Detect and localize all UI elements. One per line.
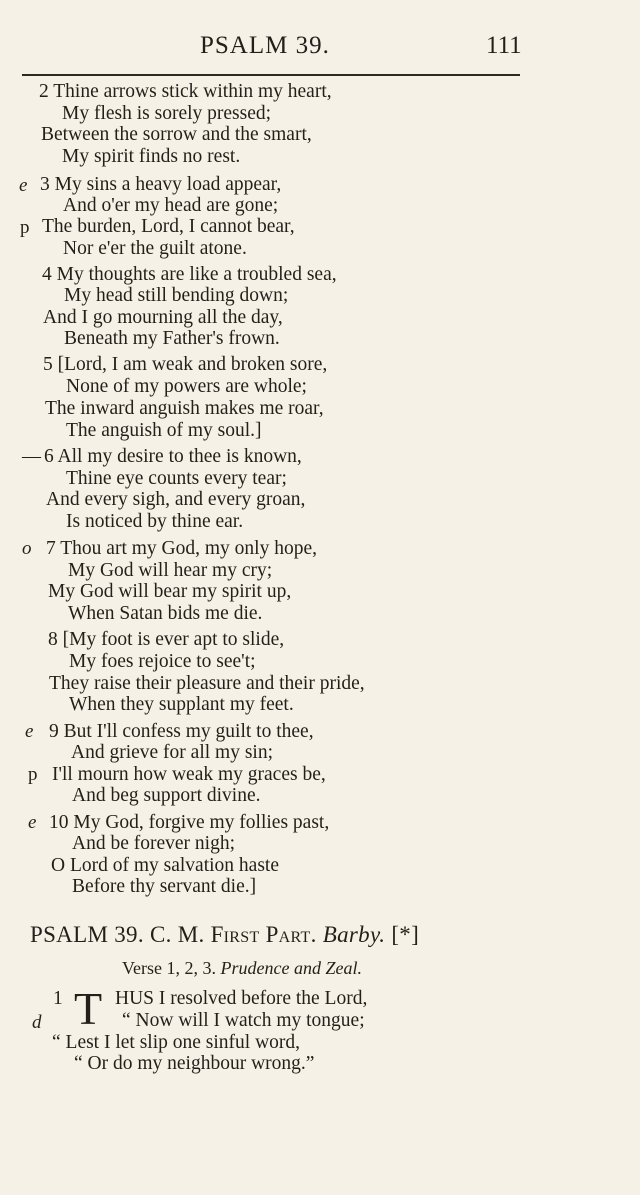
verse-line: My spirit finds no rest. — [62, 146, 241, 167]
verse-line: And I go mourning all the day, — [43, 307, 283, 328]
verse-line: Nor e'er the guilt atone. — [63, 238, 247, 259]
verse-line: Between the sorrow and the smart, — [41, 124, 312, 145]
drop-cap: T — [74, 983, 103, 1034]
heading-bracket: [*] — [391, 922, 420, 947]
verse-line: The anguish of my soul.] — [66, 420, 262, 441]
verse-line: My God will bear my spirit up, — [48, 581, 292, 602]
heading-meter: C. M. — [149, 922, 205, 947]
verse-line: My God will hear my cry; — [68, 560, 273, 581]
verse-line: And be forever nigh; — [72, 833, 235, 854]
verse-line: 9 But I'll confess my guilt to thee, — [49, 721, 314, 742]
verse-line: Before thy servant die.] — [72, 876, 257, 897]
verse-line: O Lord of my salvation haste — [51, 855, 279, 876]
verse-line: HUS I resolved before the Lord, — [115, 988, 368, 1009]
dynamic-mark: p — [20, 217, 30, 238]
subheading-verses: Verse 1, 2, 3. — [122, 958, 216, 978]
verse-line: Is noticed by thine ear. — [66, 511, 244, 532]
verse-line: They raise their pleasure and their pride, — [49, 673, 365, 694]
verse-line: My flesh is sorely pressed; — [62, 103, 272, 124]
verse-line: I'll mourn how weak my graces be, — [52, 764, 326, 785]
dynamic-mark: e — [25, 721, 34, 742]
dynamic-mark: o — [22, 538, 32, 559]
hymn-heading — [30, 922, 419, 948]
verse-line: 2 Thine arrows stick within my heart, — [39, 81, 332, 102]
verse-line: When Satan bids me die. — [68, 603, 263, 624]
dynamic-mark: e — [19, 175, 28, 196]
stanza-number: 1 — [53, 988, 63, 1009]
verse-line: My foes rejoice to see't; — [69, 651, 256, 672]
header-rule — [22, 74, 520, 76]
verse-line: “ Lest I let slip one sinful word, — [52, 1032, 301, 1053]
page-number: 111 — [486, 32, 522, 59]
verse-line: Beneath my Father's frown. — [64, 328, 280, 349]
verse-line: And every sigh, and every groan, — [46, 489, 306, 510]
verse-line: “ Or do my neighbour wrong.” — [74, 1053, 315, 1074]
hymn-subheading — [122, 958, 362, 979]
verse-line: The inward anguish makes me roar, — [45, 398, 324, 419]
verse-line: 6 All my desire to thee is known, — [44, 446, 302, 467]
dynamic-mark: e — [28, 812, 37, 833]
verse-line: 4 My thoughts are like a troubled sea, — [42, 264, 337, 285]
subheading-theme: Prudence and Zeal. — [220, 958, 362, 978]
verse-line: None of my powers are whole; — [66, 376, 307, 397]
verse-line: And o'er my head are gone; — [63, 195, 279, 216]
running-header-title: PSALM 39. — [200, 32, 330, 59]
verse-line: 7 Thou art my God, my only hope, — [46, 538, 317, 559]
verse-line: 8 [My foot is ever apt to slide, — [48, 629, 285, 650]
verse-line: 10 My God, forgive my follies past, — [49, 812, 330, 833]
heading-psalm: PSALM 39. — [30, 922, 144, 947]
verse-line: The burden, Lord, I cannot bear, — [42, 216, 295, 237]
heading-tune: Barby. — [322, 922, 386, 947]
dynamic-mark: d — [32, 1012, 42, 1033]
heading-part: First Part. — [210, 922, 317, 947]
dynamic-mark: — — [22, 446, 41, 467]
verse-line: “ Now will I watch my tongue; — [122, 1010, 365, 1031]
verse-line: Thine eye counts every tear; — [66, 468, 287, 489]
verse-line: 3 My sins a heavy load appear, — [40, 174, 282, 195]
verse-line: And beg support divine. — [72, 785, 261, 806]
verse-line: 5 [Lord, I am weak and broken sore, — [43, 354, 328, 375]
dynamic-mark: p — [28, 764, 38, 785]
verse-line: When they supplant my feet. — [69, 694, 294, 715]
verse-line: My head still bending down; — [64, 285, 289, 306]
verse-line: And grieve for all my sin; — [71, 742, 273, 763]
